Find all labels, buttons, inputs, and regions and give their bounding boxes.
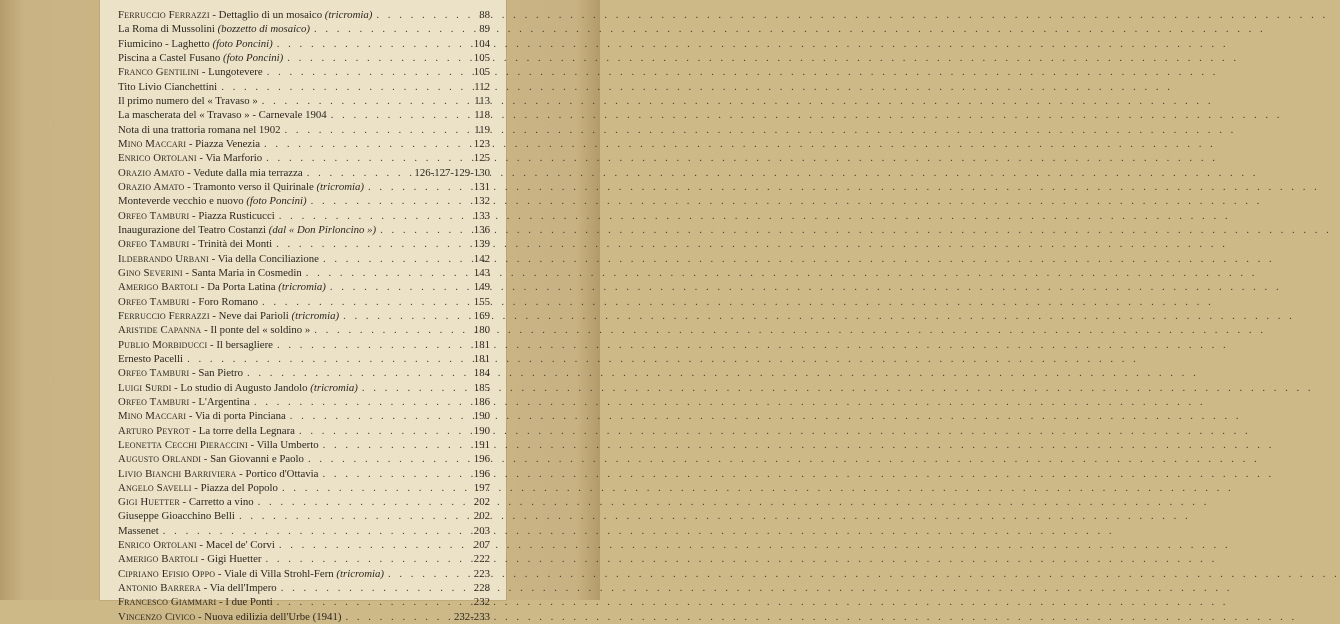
entry-label [118, 266, 302, 280]
index-entry [118, 581, 490, 595]
dot-leader [279, 209, 470, 223]
entry-note: (tricromia) [324, 9, 373, 21]
entry-label [118, 595, 273, 609]
index-entry [118, 266, 490, 280]
dot-leader [276, 237, 470, 251]
entry-author: Ferruccio Ferrazzi [118, 309, 210, 322]
entry-label [118, 424, 295, 438]
dot-leader [262, 94, 470, 108]
entry-title: Via dell'Impero [209, 582, 277, 595]
entry-separator: - [184, 166, 194, 179]
entry-label [118, 223, 376, 237]
entry-title: Vedute dalla mia terrazza [193, 166, 303, 179]
entry-author: Orfeo Tamburi [118, 295, 190, 308]
entry-separator: - [247, 438, 257, 451]
dot-leader [380, 223, 470, 237]
dot-leader [277, 338, 470, 352]
entry-label [118, 194, 307, 208]
entry-label [118, 94, 258, 108]
entry-title: Viale di Villa Strohl-Fern [223, 567, 337, 580]
entry-separator: - [207, 338, 217, 351]
entry-label [118, 65, 263, 79]
entry-page-number: 149 [473, 281, 490, 294]
entry-note: (tricromia) [336, 567, 384, 580]
entry-label [118, 366, 243, 380]
entry-title: Foro Romano [198, 295, 258, 308]
index-entry [118, 567, 490, 581]
entry-label [118, 280, 326, 294]
entry-title: Villa Umberto [256, 438, 319, 451]
index-entry [118, 352, 490, 366]
entry-label [118, 80, 217, 94]
entry-page-number: 88 [479, 9, 490, 21]
entry-label [118, 237, 272, 251]
entry-page-number: 112 [474, 80, 490, 93]
entry-label [118, 51, 283, 65]
entry-author: Mino Maccari [118, 410, 187, 423]
dot-leader [345, 610, 450, 624]
entry-separator: - [236, 467, 246, 480]
entry-author: Amerigo Bartoli [118, 281, 199, 294]
dot-leader [323, 438, 470, 452]
entry-page-number: 181 [473, 352, 490, 365]
entry-label [118, 524, 159, 538]
entry-title: I due Ponti [225, 596, 273, 609]
dot-leader [368, 180, 470, 194]
entry-label [118, 323, 310, 337]
entry-page-number: 202 [473, 496, 490, 509]
entry-separator: - [216, 596, 226, 609]
entry-page-number: 185 [473, 381, 490, 394]
entry-title: Il bersagliere [216, 338, 273, 351]
entry-label [118, 395, 250, 409]
entry-page-number: 190 [473, 410, 490, 423]
dot-leader [285, 123, 470, 137]
index-entry [118, 595, 490, 609]
entry-label [118, 381, 358, 395]
entry-page-number: 89 [479, 23, 490, 36]
index-entry [118, 209, 490, 223]
entry-separator: - [199, 66, 209, 79]
dot-leader [266, 552, 470, 566]
index-entry [118, 438, 490, 452]
entry-separator: - [201, 324, 211, 337]
entry-title: Santa Maria in Cosmedin [191, 266, 302, 279]
dot-leader [287, 51, 470, 65]
entry-page-number: 232-233 [454, 610, 490, 623]
dot-leader [221, 80, 470, 94]
entry-label [118, 180, 364, 194]
entry-separator: - [189, 209, 199, 222]
entry-label [118, 108, 327, 122]
index-entry [118, 151, 490, 165]
entry-page-number: 133 [473, 209, 490, 222]
index-entry [118, 524, 490, 538]
entry-page-number: 207 [473, 539, 490, 552]
entry-author: Orazio Amato [118, 180, 185, 193]
entry-author: Angelo Savelli [118, 481, 192, 494]
entry-title: Piazza Venezia [195, 137, 261, 150]
entry-title: Portico d'Ottavia [245, 467, 319, 480]
index-entry [118, 123, 490, 137]
index-entry [118, 37, 490, 51]
entry-author: Gino Severini [118, 266, 183, 279]
entry-author: Luigi Surdi [118, 381, 172, 394]
entry-label [118, 509, 235, 523]
index-entry [118, 180, 490, 194]
entry-author: Orazio Amato [118, 166, 185, 179]
entry-page-number: 169 [473, 309, 490, 322]
entry-page-number: 196 [473, 453, 490, 466]
entry-title: Monteverde vecchio e nuovo [118, 195, 247, 208]
entry-author: Orfeo Tamburi [118, 238, 190, 251]
entry-separator: - [179, 496, 189, 509]
entry-separator: - [191, 481, 201, 494]
index-entry [118, 65, 490, 79]
entry-author: Orfeo Tamburi [118, 367, 190, 380]
index-entry [118, 452, 490, 466]
entry-separator: - [186, 137, 196, 150]
index-entry [118, 381, 490, 395]
entry-separator: - [195, 610, 205, 623]
entry-label [118, 137, 260, 151]
entry-author: Amerigo Bartoli [118, 553, 199, 566]
dot-leader [388, 567, 470, 581]
entry-page-number: 203 [473, 524, 490, 537]
entry-title: Il ponte del « soldino » [210, 324, 311, 337]
entry-author: Vincenzo Civico [118, 610, 196, 623]
dot-leader [279, 538, 470, 552]
entry-separator: - [209, 309, 219, 322]
dot-leader [258, 495, 470, 509]
entry-page-number: 190 [473, 424, 490, 437]
entry-author: Orfeo Tamburi [118, 395, 190, 408]
entry-page-number: 155 [473, 295, 490, 308]
dot-leader [163, 524, 470, 538]
illustrations-index-list [118, 8, 490, 624]
dot-leader [314, 22, 470, 36]
entry-author: Ildebrando Urbani [118, 252, 209, 265]
entry-author: Ferruccio Ferrazzi [118, 9, 210, 21]
entry-note: (foto Poncini) [212, 37, 273, 50]
index-entry [118, 395, 490, 409]
entry-label [118, 166, 303, 180]
entry-title: Trinità dei Monti [198, 238, 273, 251]
dot-leader [323, 252, 470, 266]
entry-author: Antonio Barrera [118, 582, 201, 595]
entry-separator: - [189, 395, 199, 408]
entry-separator: - [186, 410, 195, 423]
dot-leader [247, 366, 470, 380]
dot-leader [299, 424, 470, 438]
dot-leader [281, 581, 470, 595]
entry-page-number: 232 [473, 596, 490, 609]
entry-note: (foto Poncini) [246, 195, 307, 208]
dot-leader [264, 137, 470, 151]
entry-page-number: 139 [473, 238, 490, 251]
index-entry [118, 495, 490, 509]
entry-label [118, 252, 319, 266]
entry-title: Via di porta Pinciana [194, 410, 286, 423]
entry-title: Macel de' Corvi [205, 539, 275, 552]
entry-label [118, 37, 273, 51]
entry-label [118, 123, 281, 137]
entry-title: Tito Livio Cianchettini [118, 80, 218, 93]
entry-page-number: 228 [473, 582, 490, 595]
index-entry [118, 481, 490, 495]
index-entry [118, 610, 490, 624]
entry-label [118, 409, 286, 423]
dot-leader [322, 467, 469, 481]
entry-page-number: 184 [473, 367, 490, 380]
index-entry [118, 137, 490, 151]
entry-author: Publio Morbiducci [118, 338, 208, 351]
entry-title: Il primo numero del « Travaso » [118, 94, 258, 107]
entry-label [118, 538, 275, 552]
dot-leader [277, 595, 470, 609]
entry-title: Nota di una trattoria romana nel 1902 [118, 123, 281, 136]
index-entry [118, 80, 490, 94]
entry-title: Inaugurazione del Teatro Costanzi [118, 223, 269, 236]
dot-leader [311, 194, 470, 208]
entry-title: Piscina a Castel Fusano [118, 51, 223, 64]
index-entry [118, 366, 490, 380]
dot-leader [262, 295, 470, 309]
entry-title: Lungotevere [208, 66, 263, 79]
entry-separator: - [215, 567, 224, 580]
entry-page-number: 126-127-129-130 [414, 166, 490, 179]
entry-separator: - [189, 295, 199, 308]
entry-page-number: 142 [473, 252, 490, 265]
entry-title: La torre della Legnara [198, 424, 295, 437]
entry-title: Piazza del Popolo [200, 481, 278, 494]
entry-author: Enrico Ortolani [118, 152, 197, 165]
entry-separator: - [184, 180, 194, 193]
entry-label [118, 209, 275, 223]
entry-separator: - [189, 367, 199, 380]
index-entry [118, 223, 490, 237]
entry-note: (dal « Don Pirloncino ») [268, 223, 377, 236]
entry-separator: - [200, 582, 210, 595]
entry-label [118, 151, 262, 165]
entry-label [118, 467, 318, 481]
entry-author: Mino Maccari [118, 137, 187, 150]
entry-page-number: 196 [473, 467, 490, 480]
entry-note: (bozzetto di mosaico) [217, 23, 310, 36]
index-entry [118, 252, 490, 266]
entry-title: Via della Conciliazione [217, 252, 319, 265]
entry-title: Via Marforio [205, 152, 263, 165]
entry-label [118, 581, 277, 595]
entry-title: Lo studio di Augusto Jandolo [180, 381, 311, 394]
entry-author: Francesco Giammari [118, 596, 217, 609]
dot-leader [330, 280, 470, 294]
entry-title: San Giovanni e Paolo [210, 453, 304, 466]
entry-page-number: 222 [473, 553, 490, 566]
entry-title: Tramonto verso il Quirinale [193, 180, 317, 193]
entry-separator: - [201, 453, 211, 466]
entry-label [118, 567, 384, 581]
index-entry [118, 424, 490, 438]
index-entry [118, 8, 490, 22]
entry-note: (tricromia) [310, 381, 358, 394]
entry-title: La mascherata del « Travaso » - Carnevale 1904 [118, 109, 327, 122]
entry-title: Dettaglio di un mosaico [218, 9, 325, 21]
dot-leader [307, 166, 411, 180]
entry-page-number: 105 [473, 51, 490, 64]
dot-leader [362, 381, 470, 395]
entry-separator: - [196, 539, 206, 552]
index-entry [118, 409, 490, 423]
entry-author: Aristide Capanna [118, 324, 202, 337]
entry-page-number: 123 [473, 137, 490, 150]
entry-label [118, 352, 183, 366]
index-entry [118, 51, 490, 65]
entry-title: La Roma di Mussolini [118, 23, 218, 36]
entry-title: L'Argentina [198, 395, 250, 408]
entry-page-number: 132 [473, 195, 490, 208]
dot-leader [306, 266, 470, 280]
index-entry [118, 237, 490, 251]
entry-separator: - [208, 252, 218, 265]
dot-leader [187, 352, 470, 366]
entry-page-number: 131 [473, 180, 490, 193]
entry-note: (tricromia) [278, 281, 326, 294]
index-entry [118, 467, 490, 481]
index-entry [118, 94, 490, 108]
entry-label [118, 452, 304, 466]
entry-note: (foto Poncini) [222, 51, 284, 64]
entry-page-number: 180 [473, 324, 490, 337]
index-entry [118, 309, 490, 323]
entry-separator: - [182, 266, 192, 279]
entry-separator: - [196, 152, 206, 165]
entry-page-number: 118 [474, 109, 490, 122]
entry-page-number: 197 [473, 481, 490, 494]
index-entry [118, 295, 490, 309]
entry-label [118, 481, 278, 495]
entry-author: Arturo Peyrot [118, 424, 190, 437]
entry-separator: - [171, 381, 181, 394]
entry-page-number: 191 [473, 438, 490, 451]
index-entry [118, 338, 490, 352]
entry-page-number: 113 [474, 94, 490, 107]
entry-label [118, 338, 273, 352]
dot-leader [290, 409, 470, 423]
dot-leader [308, 452, 470, 466]
entry-title: Ernesto Pacelli [118, 352, 184, 365]
entry-title: Carretto a vino [188, 496, 254, 509]
dot-leader [343, 309, 470, 323]
entry-author: Gigi Huetter [118, 496, 180, 509]
entry-title: Massenet [118, 524, 159, 537]
entry-label [118, 610, 341, 624]
entry-title: Nuova edilizia dell'Urbe (1941) [204, 610, 342, 623]
entry-page-number: 104 [473, 37, 490, 50]
entry-title: Gigi Huetter [207, 553, 262, 566]
entry-page-number: 143 [473, 266, 490, 279]
entry-page-number: 186 [473, 395, 490, 408]
entry-label [118, 295, 258, 309]
entry-author: Cipriano Efisio Oppo [118, 567, 216, 580]
entry-page-number: 125 [473, 152, 490, 165]
entry-page-number: 105 [473, 66, 490, 79]
entry-label [118, 438, 319, 452]
index-entry [118, 323, 490, 337]
index-entry [118, 552, 490, 566]
index-entry [118, 509, 490, 523]
dot-leader [314, 323, 470, 337]
entry-label [118, 309, 339, 323]
entry-label [118, 552, 262, 566]
dot-leader [254, 395, 470, 409]
index-entry [118, 166, 490, 180]
book-page-scan [0, 0, 600, 623]
dot-leader [239, 509, 470, 523]
entry-title: Giuseppe Gioacchino Belli [118, 510, 235, 523]
entry-page-number: 202 [473, 510, 490, 523]
entry-author: Franco Gentilini [118, 66, 200, 79]
index-entry [118, 108, 490, 122]
entry-label [118, 495, 254, 509]
entry-label [118, 22, 310, 36]
entry-page-number: 136 [473, 223, 490, 236]
entry-label [118, 8, 372, 22]
entry-note: (tricromia) [291, 309, 340, 322]
entry-title: Piazza Rusticucci [198, 209, 275, 222]
entry-author: Livio Bianchi Barriviera [118, 467, 237, 480]
entry-author: Leonetta Cecchi Pieraccini [118, 438, 248, 451]
entry-title: Fiumicino - Laghetto [118, 37, 213, 50]
dot-leader [267, 65, 470, 79]
dot-leader [282, 481, 470, 495]
entry-separator: - [198, 553, 208, 566]
dot-leader [331, 108, 470, 122]
entry-separator: - [189, 238, 199, 251]
entry-page-number: 223 [473, 567, 490, 580]
entry-title: San Pietro [198, 367, 243, 380]
entry-separator: - [189, 424, 199, 437]
index-entry [118, 22, 490, 36]
entry-title: Neve dai Parioli [218, 309, 292, 322]
entry-separator: - [198, 281, 208, 294]
index-entry [118, 538, 490, 552]
entry-separator: - [209, 9, 219, 21]
entry-author: Enrico Ortolani [118, 539, 197, 552]
dot-leader [376, 8, 470, 22]
entry-author: Orfeo Tamburi [118, 209, 190, 222]
entry-page-number: 181 [473, 338, 490, 351]
entry-page-number: 119 [474, 123, 490, 136]
entry-note: (tricromia) [316, 180, 365, 193]
dot-leader [277, 37, 470, 51]
index-entry [118, 280, 490, 294]
entry-author: Augusto Orlandi [118, 453, 202, 466]
entry-title: Da Porta Latina [207, 281, 279, 294]
dot-leader [266, 151, 470, 165]
index-entry [118, 194, 490, 208]
